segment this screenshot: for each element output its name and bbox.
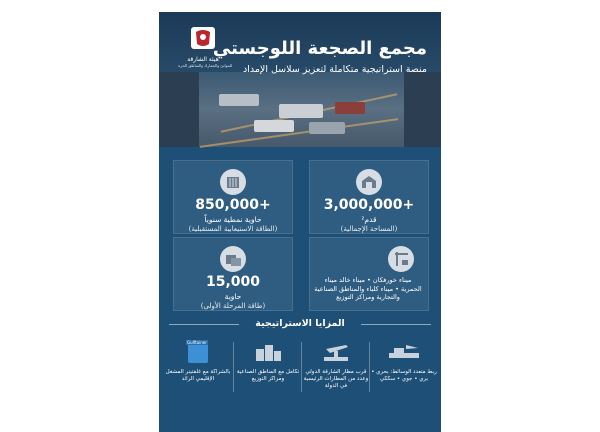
page-subtitle: منصة استراتيجية متكاملة لتعزيز سلاسل الإمداد bbox=[242, 64, 427, 75]
advantage-airport bbox=[303, 339, 369, 403]
advantage-text: ربط متعدد الوسائط: بحري • بري • جوي • سككي bbox=[371, 369, 437, 382]
industrial-buildings-icon bbox=[235, 339, 301, 365]
stat-label: قدم² bbox=[361, 215, 377, 224]
stat-card-ports bbox=[309, 237, 429, 311]
multimodal-transport-icon bbox=[371, 339, 437, 365]
stat-value: 15,000 bbox=[205, 274, 261, 290]
stat-label: حاوية نمطية سنوياً bbox=[204, 215, 262, 224]
stat-card-area bbox=[309, 160, 429, 234]
advantage-partnership bbox=[165, 339, 231, 403]
stat-value: 3,000,000+ bbox=[323, 197, 415, 213]
stat-value: 850,000+ bbox=[195, 197, 271, 213]
container-stack-icon bbox=[220, 246, 246, 272]
stat-card-containers bbox=[173, 160, 293, 234]
column-separator bbox=[233, 342, 234, 392]
infographic-poster bbox=[159, 12, 441, 432]
logistics-photo bbox=[159, 72, 441, 147]
advantage-text: تكامل مع المناطق الصناعية ومراكز التوزيع bbox=[236, 369, 300, 382]
hero-banner bbox=[159, 12, 441, 147]
advantages-title: المزايا الاستراتيجية bbox=[255, 318, 345, 329]
logo-name: هيئة الشارقة bbox=[187, 56, 219, 63]
advantage-multimodal bbox=[371, 339, 437, 403]
advantage-text: بالشراكة مع غلفتينر المشغل الإقليمي الرائد bbox=[165, 369, 231, 382]
stat-card-phase1 bbox=[173, 237, 293, 311]
column-separator bbox=[301, 342, 302, 392]
page-title: مجمع الصجعة اللوجستي bbox=[212, 38, 427, 59]
airport-icon bbox=[303, 339, 369, 365]
stat-label: حاوية bbox=[224, 292, 242, 301]
partner-badge: Gulftainer bbox=[187, 340, 207, 345]
gulftainer-logo-icon bbox=[165, 339, 231, 365]
logo-tagline: للموانئ والجمارك والمناطق الحرة bbox=[178, 63, 233, 68]
ports-list: ميناء خورفكان • ميناء خالد ميناء الحمرية • ميناء كلباء والمناطق الصناعية والتجارية ومراكز التوزيع bbox=[314, 276, 422, 301]
container-icon bbox=[220, 169, 246, 195]
port-crane-icon bbox=[388, 246, 414, 272]
warehouse-icon bbox=[356, 169, 382, 195]
advantage-text: قرب مطار الشارقة الدولي وعدد من المطارات الرئيسية في الدولة bbox=[303, 369, 369, 389]
column-separator bbox=[369, 342, 370, 392]
advantage-industrial bbox=[235, 339, 301, 403]
stat-sublabel: (المساحة الإجمالية) bbox=[340, 225, 398, 233]
stat-sublabel: (الطاقة الاستيعابية المستقبلية) bbox=[188, 225, 278, 233]
stat-sublabel: (طاقة المرحلة الأولى) bbox=[200, 302, 266, 310]
